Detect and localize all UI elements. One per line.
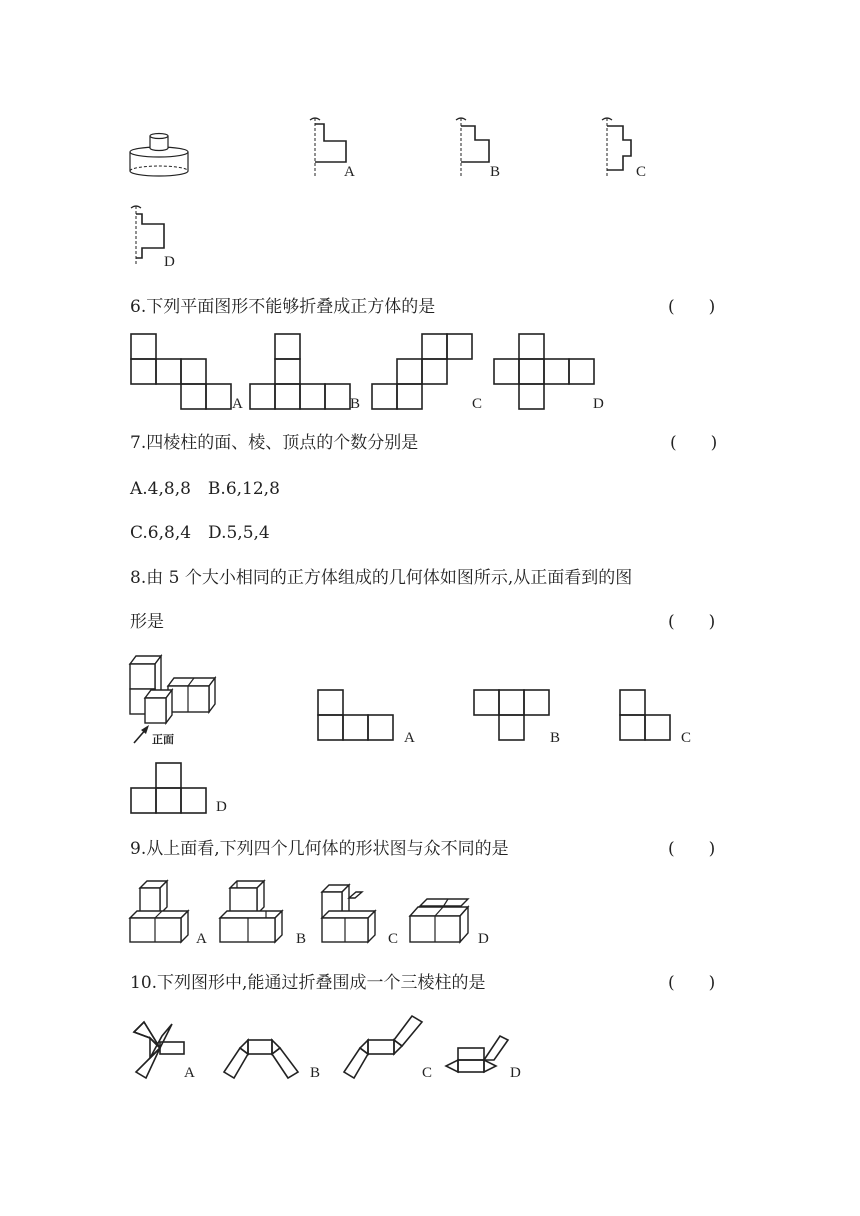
q7-options-line-2: C.6,8,4 D.5,5,4 xyxy=(130,523,270,543)
q5-option-b-label: B xyxy=(490,164,501,180)
q6-question-text: 6.下列平面图形不能够折叠成正方体的是 xyxy=(130,297,436,317)
q10-answer-bracket[interactable]: ( ) xyxy=(668,973,716,993)
q9-option-b-solid xyxy=(220,878,286,944)
q8-option-c-view xyxy=(620,690,674,744)
q5-option-c-figure xyxy=(599,114,639,180)
q6-option-a-net xyxy=(131,334,231,410)
q5-option-a-label: A xyxy=(344,164,355,180)
q10-option-a-label: A xyxy=(184,1065,195,1081)
q5-option-d-figure xyxy=(128,202,168,268)
q8-option-c-label: C xyxy=(681,730,692,746)
q6-option-c-net xyxy=(372,334,472,410)
q5-option-a-figure xyxy=(307,114,347,180)
q7-options-line-1: A.4,8,8 B.6,12,8 xyxy=(130,479,280,499)
q9-question-text: 9.从上面看,下列四个几何体的形状图与众不同的是 xyxy=(130,839,509,859)
q6-option-d-net xyxy=(494,334,594,410)
q8-option-a-view xyxy=(318,690,396,744)
q6-option-d-label: D xyxy=(593,396,604,412)
q10-option-a-net xyxy=(128,1014,188,1080)
q8-option-b-label: B xyxy=(550,730,561,746)
q10-option-d-net xyxy=(442,1038,512,1080)
q5-solid-figure xyxy=(128,128,192,182)
q9-option-c-label: C xyxy=(388,931,399,947)
q8-answer-bracket[interactable]: ( ) xyxy=(668,612,716,632)
q7-answer-bracket[interactable]: ( ) xyxy=(670,433,718,453)
q8-question-text-line-1: 8.由 5 个大小相同的正方体组成的几何体如图所示,从正面看到的图 xyxy=(130,568,633,588)
q9-option-a-label: A xyxy=(196,931,207,947)
q9-option-d-solid xyxy=(410,896,472,944)
q10-option-d-label: D xyxy=(510,1065,521,1081)
q6-option-c-label: C xyxy=(472,396,483,412)
q8-option-d-view xyxy=(131,763,209,817)
q9-option-c-solid xyxy=(320,878,382,944)
q10-option-c-label: C xyxy=(422,1065,433,1081)
q9-option-b-label: B xyxy=(296,931,307,947)
q5-option-d-label: D xyxy=(164,254,175,270)
q9-option-d-label: D xyxy=(478,931,489,947)
q9-answer-bracket[interactable]: ( ) xyxy=(668,839,716,859)
q6-answer-bracket[interactable]: ( ) xyxy=(668,297,716,317)
q8-front-view-label: 正面 xyxy=(152,733,174,746)
q7-question-text: 7.四棱柱的面、棱、顶点的个数分别是 xyxy=(130,433,419,453)
q5-option-b-figure xyxy=(453,114,493,180)
q8-question-text-line-2: 形是 xyxy=(130,612,164,632)
q5-option-c-label: C xyxy=(636,164,647,180)
q8-option-b-view xyxy=(474,690,552,744)
q8-cube-solid-figure xyxy=(128,652,220,744)
q9-option-a-solid xyxy=(130,878,192,944)
q10-option-b-label: B xyxy=(310,1065,321,1081)
q6-option-a-label: A xyxy=(232,396,243,412)
q6-option-b-label: B xyxy=(350,396,361,412)
q10-question-text: 10.下列图形中,能通过折叠围成一个三棱柱的是 xyxy=(130,973,486,993)
q8-option-a-label: A xyxy=(404,730,415,746)
q8-option-d-label: D xyxy=(216,799,227,815)
q10-option-c-net xyxy=(340,1014,433,1081)
q6-option-b-net xyxy=(250,334,352,410)
q10-option-b-net xyxy=(220,1032,300,1080)
